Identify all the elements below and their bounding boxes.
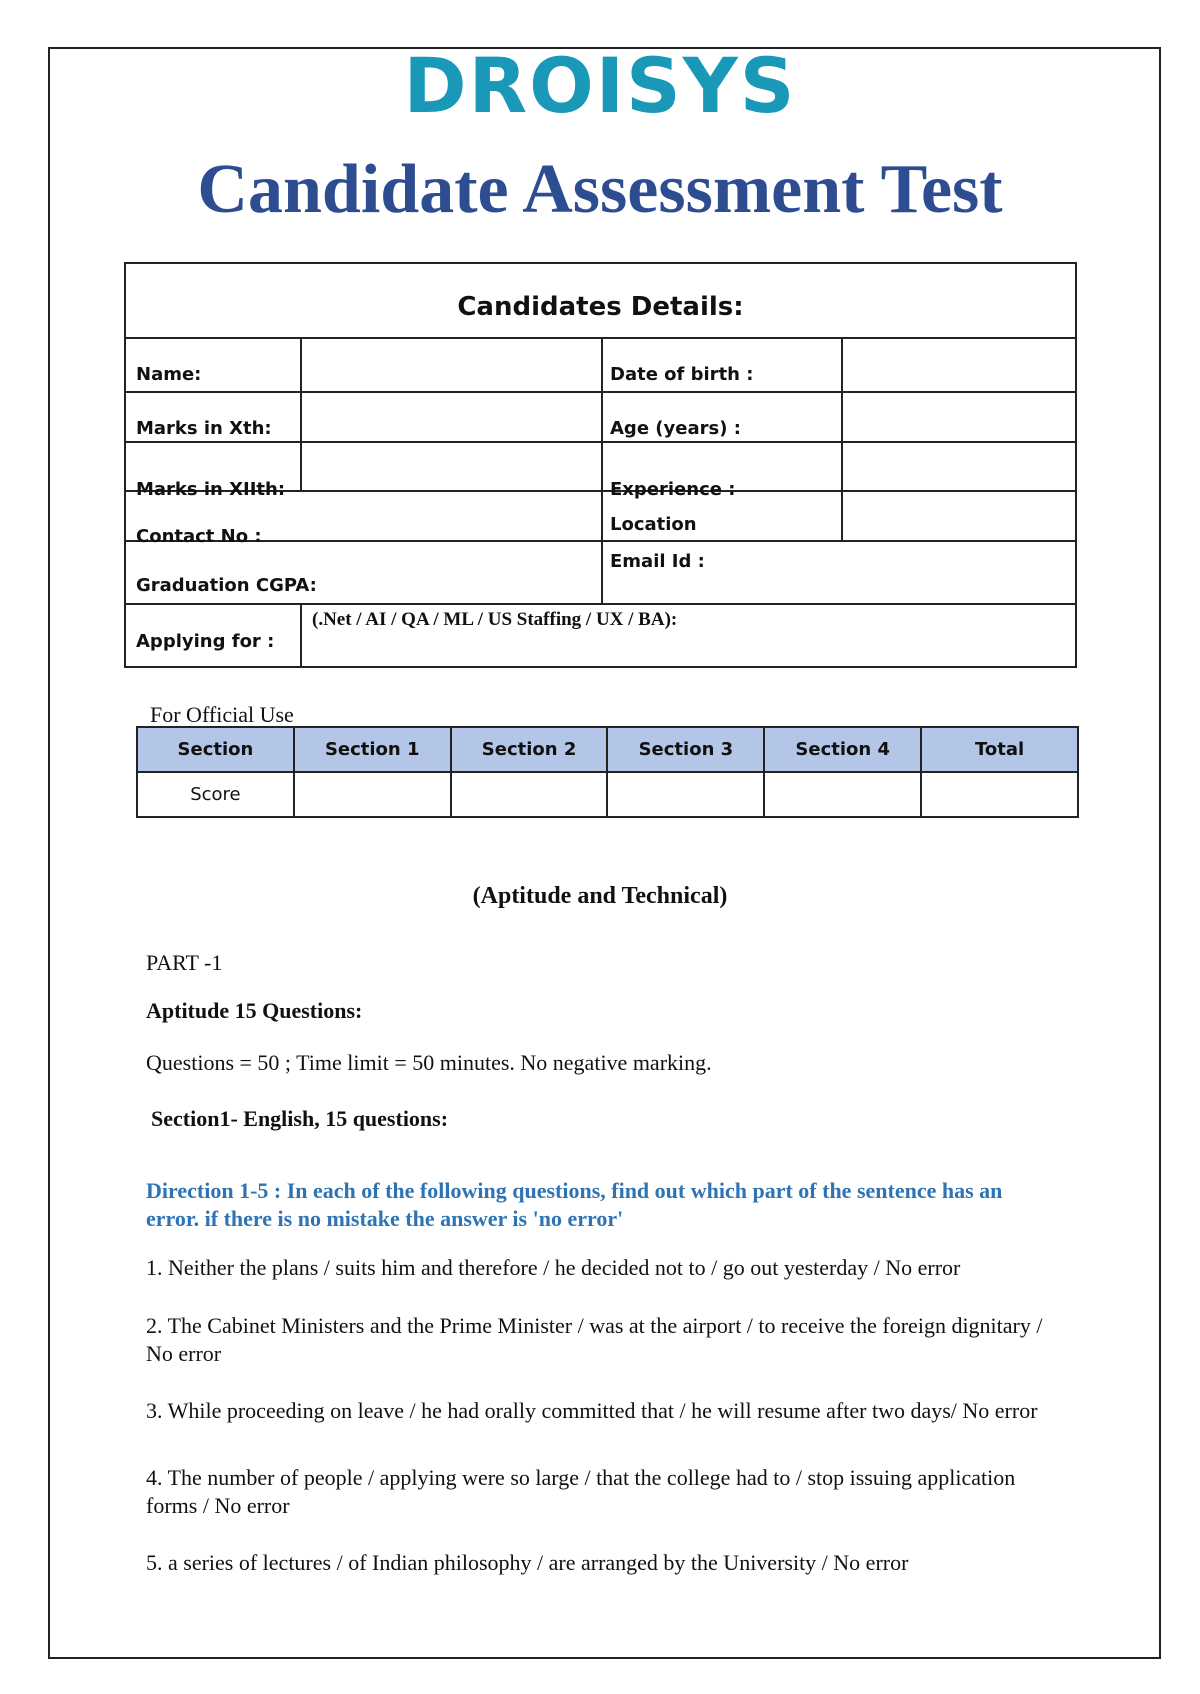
header-section: Section <box>137 727 294 772</box>
header-section-1: Section 1 <box>294 727 451 772</box>
direction-text: Direction 1-5 : In each of the following questions, find out which part of the sentence has an error. if there is no mistake the answer is 'no error' <box>146 1178 1003 1231</box>
question-1: 1. Neither the plans / suits him and therefore / he decided not to / go out yesterday / No error <box>146 1255 961 1280</box>
score-label: Score <box>137 772 294 817</box>
experience-label: Experience : <box>610 479 736 500</box>
aptitude-heading: Aptitude 15 Questions: <box>146 998 363 1023</box>
section-heading: Section1- English, 15 questions: <box>151 1106 449 1131</box>
test-subtitle: (Aptitude and Technical) <box>472 883 728 909</box>
applying-options-hint: (.Net / AI / QA / ML / US Staffing / UX / BA): <box>312 609 678 630</box>
question-2: 2. The Cabinet Ministers and the Prime Minister / was at the airport / to receive the foreign dignitary / No error <box>146 1313 1043 1366</box>
score-cell-total <box>921 772 1078 817</box>
col-divider <box>841 337 843 540</box>
cgpa-label: Graduation CGPA: <box>136 575 317 596</box>
age-label: Age (years) : <box>610 418 741 439</box>
location-label: Location <box>610 514 697 535</box>
col-divider <box>300 337 302 490</box>
score-row <box>137 772 1078 817</box>
email-label: Email Id : <box>610 551 705 572</box>
marks-x-label: Marks in Xth: <box>136 418 272 439</box>
row-divider <box>126 603 1075 605</box>
header-section-3: Section 3 <box>607 727 764 772</box>
document-title: Candidate Assessment Test <box>197 151 1003 228</box>
col-divider <box>300 603 302 668</box>
applying-label: Applying for : <box>136 631 275 652</box>
candidate-details-table <box>124 262 1077 668</box>
part-heading: PART -1 <box>146 950 223 975</box>
header-section-2: Section 2 <box>451 727 608 772</box>
contact-label: Contact No : <box>136 526 262 547</box>
dob-label: Date of birth : <box>610 364 754 385</box>
score-table <box>136 726 1079 818</box>
candidate-details-heading: Candidates Details: <box>457 292 744 322</box>
marks-xii-label: Marks in XIIth: <box>136 479 286 500</box>
score-cell-section-4 <box>764 772 921 817</box>
question-4: 4. The number of people / applying were so large / that the college had to / stop issuing application forms / No error <box>146 1465 1016 1518</box>
score-cell-section-2 <box>451 772 608 817</box>
company-logo: DROISYS <box>403 41 797 130</box>
header-section-4: Section 4 <box>764 727 921 772</box>
score-cell-section-3 <box>607 772 764 817</box>
score-cell-section-1 <box>294 772 451 817</box>
official-use-label: For Official Use <box>150 702 294 727</box>
test-instructions: Questions = 50 ; Time limit = 50 minutes. No negative marking. <box>146 1050 712 1075</box>
question-5: 5. a series of lectures / of Indian philosophy / are arranged by the University / No error <box>146 1550 909 1575</box>
col-divider <box>601 337 603 603</box>
name-label: Name: <box>136 364 202 385</box>
header-total: Total <box>921 727 1078 772</box>
score-table-header-row <box>137 727 1078 772</box>
question-3: 3. While proceeding on leave / he had orally committed that / he will resume after two days/ No error <box>146 1398 1038 1423</box>
